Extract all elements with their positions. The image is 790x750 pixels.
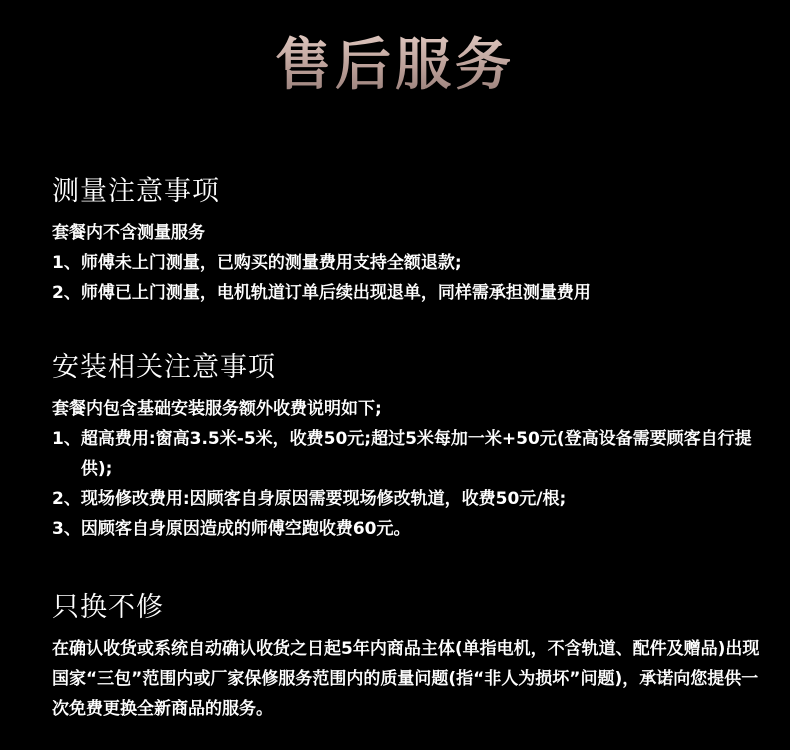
item-text: 师傅未上门测量，已购买的测量费用支持全额退款; <box>80 253 462 273</box>
list-item <box>52 484 762 514</box>
list-item <box>52 424 762 484</box>
replacement-policy-text: 在确认收货或系统自动确认收货之日起5年内商品主体(单指电机，不含轨道、配件及赠品)出现国家“三包”范围内或厂家保修服务范围内的质量问题(指“非人为损坏”问题)，承诺向您提供一次免费更换全新商品的服务。 <box>52 639 760 719</box>
item-number: 2、 <box>52 283 81 303</box>
installation-notes-section <box>52 350 762 544</box>
replacement-policy-heading: 只换不修 <box>52 592 164 623</box>
installation-notes-heading: 安装相关注意事项 <box>52 352 276 383</box>
list-item <box>52 278 762 308</box>
measurement-intro: 套餐内不含测量服务 <box>52 223 205 243</box>
replacement-policy-section <box>52 590 762 724</box>
item-text: 现场修改费用:因顾客自身原因需要现场修改轨道，收费50元/根; <box>80 489 567 509</box>
item-text: 师傅已上门测量，电机轨道订单后续出现退单，同样需承担测量费用 <box>80 283 591 303</box>
list-item <box>52 514 762 544</box>
item-number: 3、 <box>52 519 81 539</box>
measurement-notes-heading: 测量注意事项 <box>52 176 220 207</box>
item-number: 1、 <box>52 429 81 449</box>
list-item <box>52 248 762 278</box>
item-number: 1、 <box>52 253 81 273</box>
page-title: 售后服务 <box>0 30 790 102</box>
measurement-notes-section <box>52 174 762 308</box>
item-number: 2、 <box>52 489 81 509</box>
item-text: 因顾客自身原因造成的师傅空跑收费60元。 <box>80 519 411 539</box>
installation-intro: 套餐内包含基础安装服务额外收费说明如下; <box>52 399 382 419</box>
item-text: 超高费用:窗高3.5米-5米，收费50元;超过5米每加一米+50元(登高设备需要顾客自行提供); <box>80 429 752 479</box>
